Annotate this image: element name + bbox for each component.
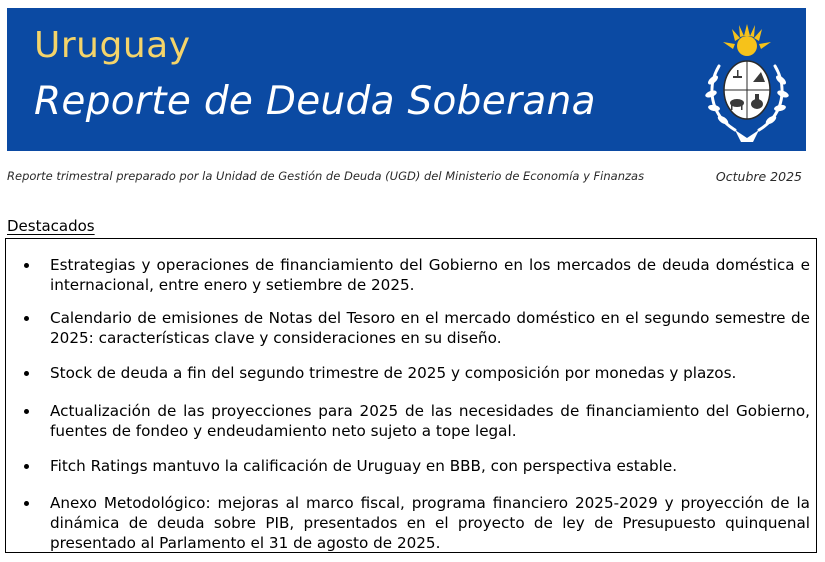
bullet-icon <box>24 263 29 268</box>
highlight-text: Anexo Metodológico: mejoras al marco fiscal, programa financiero 2025-2029 y proyección de la dinámica de deuda sobre PIB, presentados en el proyecto de ley de Presupuesto quinquenal presentado al Parlamento el 31 de agosto de 2025. <box>50 494 810 552</box>
coat-of-arms-icon <box>695 22 799 146</box>
report-banner <box>7 8 806 151</box>
highlights-heading: Destacados <box>7 217 95 235</box>
report-date: Octubre 2025 <box>715 169 802 184</box>
bullet-icon <box>24 409 29 414</box>
highlight-text: Calendario de emisiones de Notas del Tesoro en el mercado doméstico en el segundo semestre de 2025: características clave y consideraciones en su diseño. <box>50 309 810 347</box>
report-description: Reporte trimestral preparado por la Unidad de Gestión de Deuda (UGD) del Ministerio de Economía y Finanzas <box>7 169 645 183</box>
bullet-icon <box>24 501 29 506</box>
highlight-text: Actualización de las proyecciones para 2025 de las necesidades de financiamiento del Gobierno, fuentes de fondeo y endeudamiento neto sujeto a tope legal. <box>50 402 810 440</box>
banner-country: Uruguay <box>34 25 191 66</box>
highlights-box <box>5 238 817 553</box>
bullet-icon <box>24 464 29 469</box>
bullet-icon <box>24 371 29 376</box>
bullet-icon <box>24 316 29 321</box>
banner-title: Reporte de Deuda Soberana <box>34 79 596 124</box>
highlight-text: Stock de deuda a fin del segundo trimestre de 2025 y composición por monedas y plazos. <box>50 364 737 382</box>
highlight-text: Estrategias y operaciones de financiamiento del Gobierno en los mercados de deuda doméstica e internacional, entre enero y setiembre de 2025. <box>50 256 810 294</box>
report-subheader <box>7 169 804 187</box>
highlight-text: Fitch Ratings mantuvo la calificación de Uruguay en BBB, con perspectiva estable. <box>50 457 678 475</box>
